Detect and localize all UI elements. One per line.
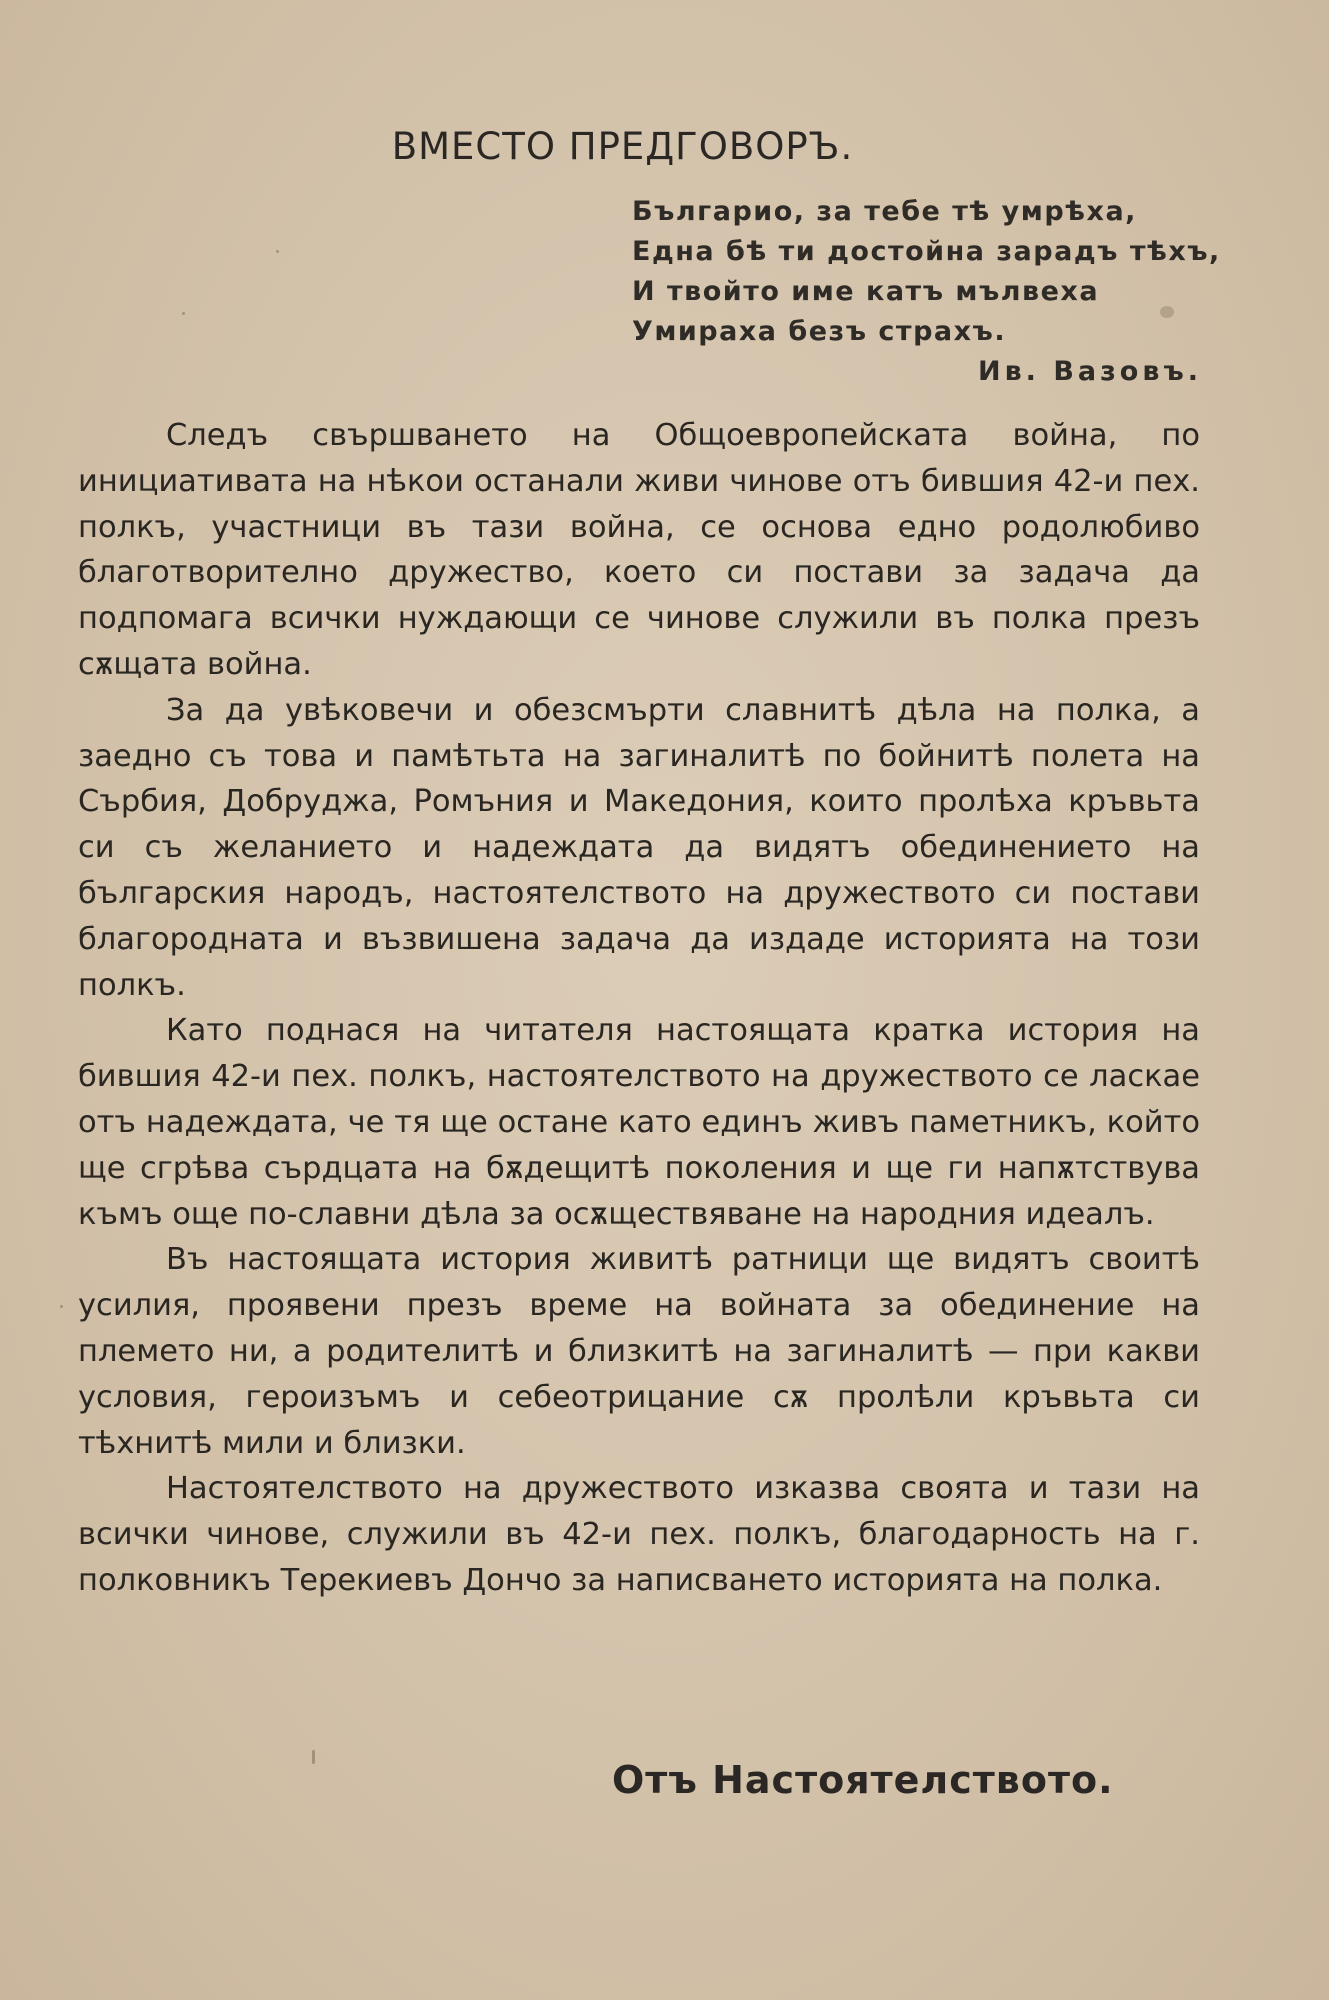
epigraph-line: Умираха безъ страхъ. (632, 316, 1007, 347)
paper-speck (312, 1750, 315, 1764)
body-text (78, 413, 1200, 1604)
paragraph: Следъ свършването на Общоевропейската война, по инициативата на нѣкои останали живи чинове отъ бившия 42-и пех. полкъ, участници въ тази война, се основа едно родолюбиво благотворително дружество, което си постави за задача да подпомага всички нуждающи се чинове служили въ полка презъ сѫщата война. (78, 418, 1200, 682)
epigraph (632, 192, 1232, 392)
epigraph-author: Ив. Вазовъ. (977, 356, 1202, 387)
epigraph-line: Българио, за тебе тѣ умрѣха, (632, 196, 1137, 227)
paragraph: Настоятелството на дружеството изказва своята и тази на всички чинове, служили въ 42-и пех. полкъ, благодарность на г. полковникъ Терекиевъ Дончо за написването историята на полка. (78, 1471, 1200, 1598)
signature: Отъ Настоятелството. (612, 1758, 1114, 1802)
epigraph-line: Една бѣ ти достойна зарадъ тѣхъ, (632, 236, 1221, 267)
paragraph: Въ настоящата история живитѣ ратници ще видятъ своитѣ усилия, проявени презъ време на войната за обединение на племето ни, а родителитѣ и близкитѣ на загиналитѣ — при какви условия, героизъмъ и себеотрицание сѫ пролѣли кръвьта си тѣхнитѣ мили и близки. (78, 1242, 1200, 1461)
page-title: ВМЕСТО ПРЕДГОВОРЪ. (391, 125, 854, 168)
paragraph: Като поднася на читателя настоящата кратка история на бившия 42-и пех. полкъ, настоятелството на дружеството се ласкае отъ надеждата, че тя ще остане като единъ живъ паметникъ, който ще сгрѣва сърдцата на бѫдещитѣ поколения и ще ги напѫтствува къмъ още по-славни дѣла за осѫществяване на народния идеалъ. (78, 1013, 1200, 1232)
paper-speck (60, 1305, 63, 1308)
paragraph: За да увѣковечи и обезсмърти славнитѣ дѣла на полка, а заедно съ това и памѣтьта на загиналитѣ по бойнитѣ полета на Сърбия, Добруджа, Ромъния и Македония, които пролѣха кръвьта си съ желанието и надеждата да видятъ обединението на българския народъ, настоятелството на дружеството си постави благородната и възвишена задача да издаде историята на този полкъ. (78, 692, 1200, 1003)
epigraph-line: И твойто име катъ мълвеха (632, 276, 1100, 307)
paper-speck (276, 250, 279, 253)
paper-speck (182, 312, 185, 315)
